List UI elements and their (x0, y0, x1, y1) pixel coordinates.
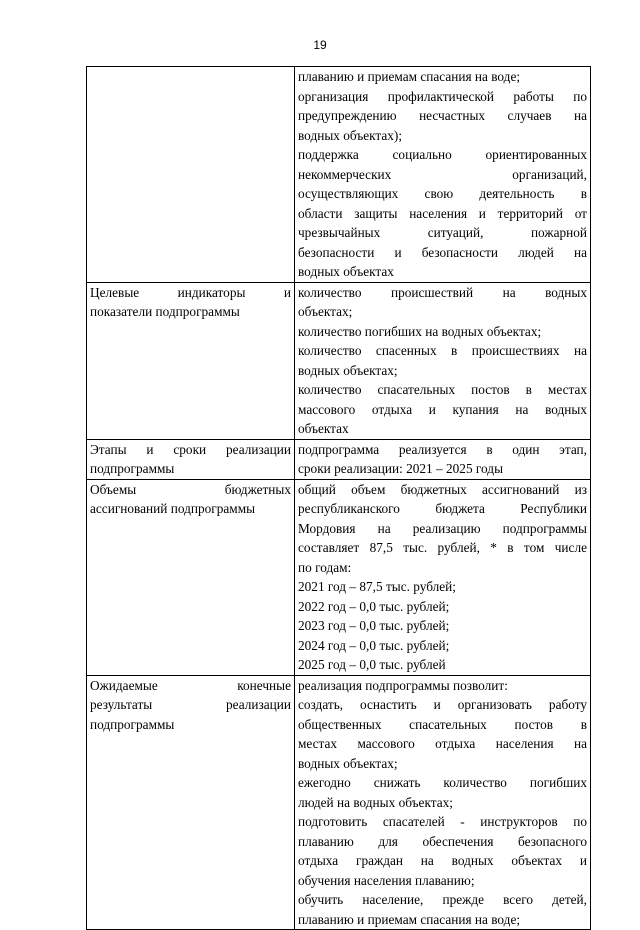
value-text-line: чрезвычайных ситуаций, пожарной (298, 225, 587, 240)
value-text-line: области защиты населения и территорий от (298, 205, 587, 221)
label-text-line: подпрограммы (90, 461, 175, 476)
value-text-line: водных объектах); (298, 127, 403, 143)
value-text-line: подготовить спасателей - инструкторов по (298, 814, 587, 829)
value-text-line: массового отдыха и купания на водных (298, 401, 587, 417)
value-text-line: отдыха граждан на водных объектах и (298, 853, 587, 868)
value-text-line: водных объектах (298, 264, 394, 279)
value-text-line: плаванию для обеспечения безопасного (298, 833, 587, 849)
value-text-line: ежегодно снижать количество погибших (298, 775, 587, 790)
label-text-line: показатели подпрограммы (90, 304, 240, 319)
label-text-line: Ожидаемые конечные (90, 677, 291, 693)
value-text-line: количество происшествий на водных (298, 284, 587, 300)
value-text-line: общественных спасательных постов в (298, 716, 587, 732)
page-number: 19 (313, 38, 327, 52)
value-text-line: местах массового отдыха населения на (298, 736, 587, 751)
row-value-cell (295, 282, 591, 439)
row-label-cell (87, 479, 295, 675)
value-text-line: 2025 год – 0,0 тыс. рублей (298, 657, 446, 672)
label-text-line: ассигнований подпрограммы (90, 501, 256, 516)
value-text-line: объектах (298, 421, 349, 436)
value-text-line: подпрограмма реализуется в один этап, (298, 441, 587, 457)
value-text-line: 2024 год – 0,0 тыс. рублей; (298, 637, 450, 653)
value-text-line: объектах; (298, 304, 353, 319)
passport-table-body (87, 67, 591, 930)
value-text-line: 2023 год – 0,0 тыс. рублей; (298, 618, 450, 633)
value-text-line: количество погибших на водных объектах; (298, 323, 542, 339)
value-text-line: 2022 год – 0,0 тыс. рублей; (298, 598, 450, 614)
row-label-cell (87, 67, 295, 283)
value-text-line: республиканского бюджета Республики (298, 501, 587, 516)
value-text-line: обучения населения плаванию; (298, 872, 475, 888)
label-text-line: Целевые индикаторы и (90, 284, 291, 300)
row-label-cell (87, 282, 295, 439)
value-text-line: Мордовия на реализацию подпрограммы (298, 520, 587, 536)
value-text-line: плаванию и приемам спасания на воде; (298, 69, 521, 84)
value-text-line: водных объектах; (298, 755, 398, 771)
value-text-line: 2021 год – 87,5 тыс. рублей; (298, 579, 456, 594)
row-value-cell (295, 67, 591, 283)
table-row (87, 282, 591, 439)
row-value-cell (295, 675, 591, 930)
label-text-line: результаты реализации (90, 697, 291, 712)
value-text-line: обучить население, прежде всего детей, (298, 892, 587, 907)
label-text-line: подпрограммы (90, 716, 175, 732)
row-label-cell (87, 675, 295, 930)
value-text-line: поддержка социально ориентированных (298, 147, 587, 162)
value-text-line: безопасности и безопасности людей на (298, 244, 587, 260)
value-text-line: сроки реализации: 2021 – 2025 годы (298, 461, 503, 476)
value-text-line: осуществляющих свою деятельность в (298, 186, 587, 201)
value-text-line: по годам: (298, 559, 352, 575)
value-text-line: организация профилактической работы по (298, 88, 587, 104)
value-text-line: создать, оснастить и организовать работу (298, 697, 587, 712)
table-row (87, 479, 591, 675)
row-value-cell (295, 439, 591, 479)
value-text-line: плаванию и приемам спасания на воде; (298, 911, 521, 927)
value-text-line: людей на водных объектах; (298, 794, 453, 810)
value-text-line: количество спасательных постов в местах (298, 382, 587, 397)
subprogram-passport-table (86, 66, 591, 930)
table-row (87, 439, 591, 479)
row-value-cell (295, 479, 591, 675)
label-text-line: Этапы и сроки реализации (90, 441, 291, 457)
value-text-line: предупреждению несчастных случаев на (298, 108, 587, 123)
value-text-line: общий объем бюджетных ассигнований из (298, 481, 587, 497)
value-text-line: водных объектах; (298, 362, 398, 378)
value-text-line: реализация подпрограммы позволит: (298, 677, 508, 693)
label-text-line: Объемы бюджетных (90, 481, 291, 497)
value-text-line: составляет 87,5 тыс. рублей, * в том числе (298, 540, 587, 555)
value-text-line: количество спасенных в происшествиях на (298, 343, 587, 358)
table-row (87, 67, 591, 283)
row-label-cell (87, 439, 295, 479)
table-row (87, 675, 591, 930)
value-text-line: некоммерческих организаций, (298, 166, 587, 182)
